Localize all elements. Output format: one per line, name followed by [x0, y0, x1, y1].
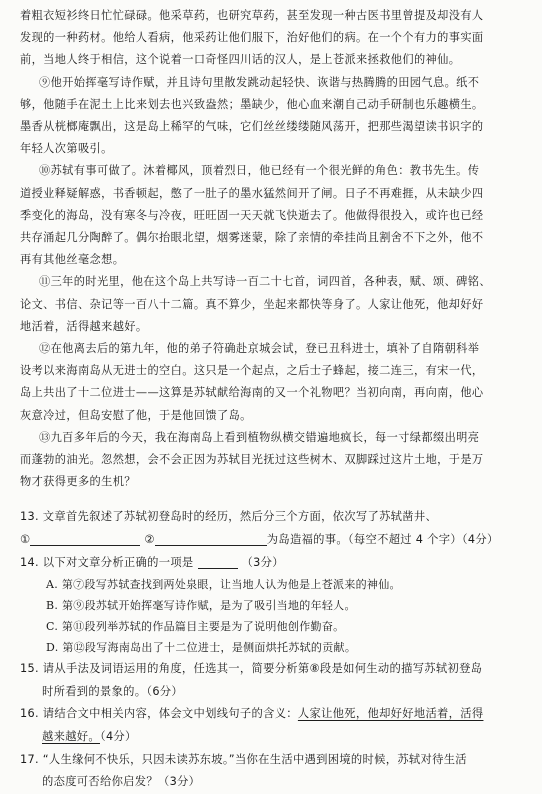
- paragraph-9-line: 墨香从桄榔庵飘出，这是岛上稀罕的气味，它们丝丝缕缕随风荡开，把那些渴望读书识字的: [20, 120, 484, 134]
- paragraph-10-line: 再有其他丝毫念想。: [20, 253, 125, 267]
- question-15-cont: 时所看到的景象的。（6分）: [42, 684, 184, 698]
- question-13: [20, 506, 526, 529]
- paragraph-12-line: 岛上共出了十二位进士——这算是苏轼献给海南的又一个礼物吧？当初向南，再向南，他心: [20, 386, 484, 400]
- paragraph-10-line: 季变化的海岛，没有寒冬与冷夜，旺旺固一天天就飞快逝去了。他做得很投入，或许也已经: [20, 208, 484, 222]
- question-14-text: 14. 以下对文章分析正确的一项是: [20, 555, 194, 569]
- option-d[interactable]: D. 第⑫段写海南岛出了十二位进士，是侧面烘托苏轼的贡献。: [46, 641, 357, 655]
- question-16: [20, 703, 526, 726]
- paragraph-12-line: 灰意冷过，但岛安慰了他，于是他回馈了岛。: [20, 408, 252, 422]
- paragraph-9-line: 够，他随手在泥土上比来划去也兴致盎然；墨缺少，他心血来潮自己动手研制也乐趣横生。: [20, 97, 484, 111]
- paragraph-10-line: ⑩苏轼有事可做了。沐着椰风，顶着烈日，他已经有一个很光鲜的角色：教书先生。传: [39, 164, 480, 178]
- blank-2-label: ②: [144, 533, 155, 547]
- question-16-cont: [20, 726, 526, 749]
- option-c[interactable]: C. 第⑪段列举苏轼的作品篇目主要是为了说明他创作勤奋。: [46, 620, 345, 634]
- paragraph-11-line: ⑪三年的时光里，他在这个岛上共写诗一百二十七首，词四首，各种表，赋、颂、碑铭、: [39, 275, 491, 289]
- question-14-score: （3分）: [241, 555, 284, 569]
- blank-1-label: ①: [20, 533, 31, 547]
- underlined-sentence-end: 越来越好。: [42, 730, 100, 744]
- paragraph-12-line: 设考以来海南岛从无进士的空白。这只是一个起点，之后士子蜂起，接二连三，有宋一代，: [20, 364, 484, 378]
- reading-passage: [20, 5, 526, 493]
- answer-blank-1[interactable]: [30, 531, 140, 546]
- paragraph-13-line: 而蓬勃的油光。忽然想，会不会正因为苏轼目光抚过这些树木、双脚踩过这片土地，于是万: [20, 453, 484, 467]
- option-b[interactable]: B. 第⑨段苏轼开始挥毫写诗作赋，是为了吸引当地的年轻人。: [46, 599, 356, 613]
- question-17-cont: 的态度可否给你启发？（3分）: [42, 775, 201, 789]
- passage-line: 前，当地人终于相信，这个说着一口奇怪四川话的汉人，是上苍派来拯救他们的神仙。: [20, 53, 461, 67]
- passage-line: 发现的一种药材。他给人看病，他采药让他们服下，治好他们的病。在一个个有力的事实面: [20, 31, 484, 45]
- question-section: [20, 506, 526, 793]
- question-13-tail: 为岛造福的事。（每空不超过 4 个字）（4分）: [266, 533, 499, 547]
- question-16-text: 16. 请结合文中相关内容，体会文中划线句子的含义：: [20, 707, 298, 721]
- paragraph-12-line: ⑫在他离去后的第九年，他的弟子符确赴京城会试，登已丑科进士，填补了自隋朝科举: [39, 342, 480, 356]
- question-14: [20, 552, 526, 575]
- answer-blank-2[interactable]: [155, 531, 267, 546]
- paragraph-13-line: 物才获得更多的生机？: [20, 475, 136, 489]
- question-17: 17. “人生缘何不快乐，只因未读苏东坡。”当你在生活中遇到困境的时候，苏轼对待生活: [20, 752, 467, 766]
- paragraph-11-line: 地活着，活得越来越好。: [20, 319, 148, 333]
- option-a[interactable]: A. 第⑦段写苏轼查找到两处泉眼，让当地人认为他是上苍派来的神仙。: [46, 578, 401, 592]
- question-16-score: （4分）: [100, 730, 137, 744]
- paragraph-10-line: 共存涌起几分陶醉了。偶尔抬眼北望，烟雾迷蒙，除了亲情的牵挂尚且割舍不下之外，他不: [20, 231, 484, 245]
- passage-line: 着粗衣短衫终日忙忙碌碌。他采草药，也研究草药，甚至发现一种古医书里曾提及却没有人: [20, 9, 484, 22]
- paragraph-11-line: 论文、书信、杂记等一百八十二篇。真不算少，坐起来都快等身了。人家让他死，他却好好: [20, 297, 484, 311]
- answer-blank-14[interactable]: [198, 554, 238, 569]
- paragraph-10-line: 道授业释疑解惑，书香顿起，憋了一肚子的墨水猛然间开了闸。日子不再难捱，从未缺少四: [20, 186, 484, 200]
- underlined-sentence: 人家让他死，他却好好地活着，活得: [297, 707, 484, 721]
- paragraph-13-line: ⑬九百多年后的今天，我在海南岛上看到植物纵横交错遍地疯长，每一寸绿都缀出明亮: [39, 430, 480, 444]
- paragraph-9-line: ⑨他开始挥毫写诗作赋，并且诗句里散发跳动起轻快、诙谐与热腾腾的田园气息。纸不: [39, 75, 480, 89]
- paragraph-9-line: 年轻人次第吸引。: [20, 142, 113, 156]
- question-13-text: 13. 文章首先叙述了苏轼初登岛时的经历，然后分三个方面，依次写了苏轼凿井、: [20, 510, 438, 524]
- question-15: 15. 请从手法及词语运用的角度，任选其一，简要分析第⑧段是如何生动的描写苏轼初登岛: [20, 662, 483, 676]
- question-13-blanks: [20, 529, 526, 552]
